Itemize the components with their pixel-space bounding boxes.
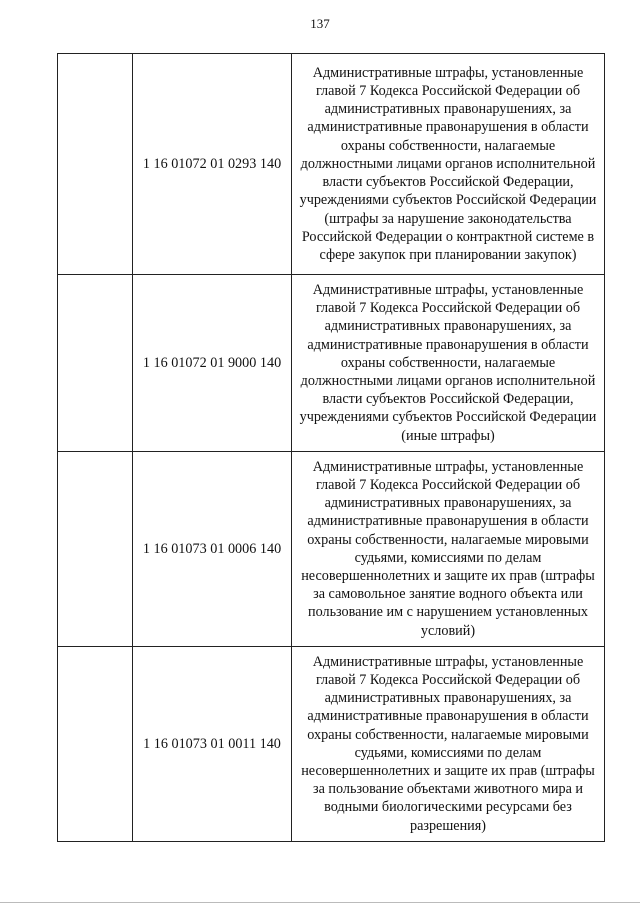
budget-code-cell: 1 16 01072 01 9000 140 <box>133 275 292 452</box>
row-number-cell <box>58 275 133 452</box>
table-row <box>58 275 605 452</box>
page-number: 137 <box>310 16 330 31</box>
description-cell: Административные штрафы, установленные главой 7 Кодекса Российской Федерации об административных правонарушениях, за административные правонарушения в области охраны собственности, налагаемые мировыми судьями, комиссиями по делам несовершеннолетних и защите их прав (штрафы за самовольное занятие водного объекта или пользование им с нарушением установленных условий) <box>292 451 605 646</box>
table-row <box>58 646 605 841</box>
row-number-cell <box>58 646 133 841</box>
budget-code-cell: 1 16 01073 01 0006 140 <box>133 451 292 646</box>
table-row <box>58 451 605 646</box>
page-bottom-edge <box>0 902 640 903</box>
row-number-cell <box>58 54 133 275</box>
table-row <box>58 54 605 275</box>
budget-code-cell: 1 16 01073 01 0011 140 <box>133 646 292 841</box>
budget-code-cell: 1 16 01072 01 0293 140 <box>133 54 292 275</box>
budget-classification-table <box>57 53 605 842</box>
row-number-cell <box>58 451 133 646</box>
description-cell: Административные штрафы, установленные главой 7 Кодекса Российской Федерации об административных правонарушениях, за административные правонарушения в области охраны собственности, налагаемые должностными лицами органов исполнительной власти субъектов Российской Федерации, учреждениями субъектов Российской Федерации (иные штрафы) <box>292 275 605 452</box>
description-cell: Административные штрафы, установленные главой 7 Кодекса Российской Федерации об административных правонарушениях, за административные правонарушения в области охраны собственности, налагаемые мировыми судьями, комиссиями по делам несовершеннолетних и защите их прав (штрафы за пользование объектами животного мира и водными биологическими ресурсами без разрешения) <box>292 646 605 841</box>
description-cell: Административные штрафы, установленные главой 7 Кодекса Российской Федерации об административных правонарушениях, за административные правонарушения в области охраны собственности, налагаемые должностными лицами органов исполнительной власти субъектов Российской Федерации, учреждениями субъектов Российской Федерации (штрафы за нарушение законодательства Российской Федерации о контрактной системе в сфере закупок при планировании закупок) <box>292 54 605 275</box>
